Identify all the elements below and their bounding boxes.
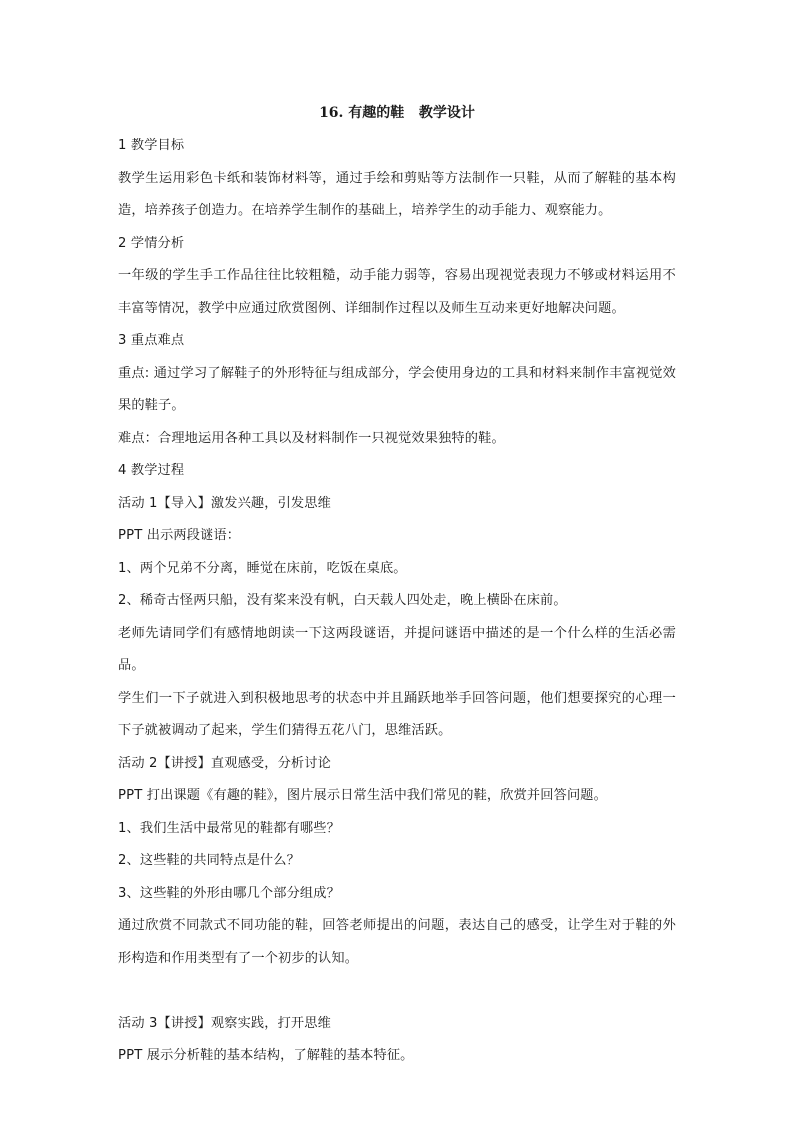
- list-item-riddle-2: 2、稀奇古怪两只船，没有桨来没有帆，白天载人四处走，晚上横卧在床前。: [118, 593, 567, 608]
- list-item-question-1: 1、我们生活中最常见的鞋都有哪些？: [118, 820, 340, 836]
- paragraph-student-response: 学生们一下子就进入到积极地思考的状态中并且踊跃地举手回答问题，他们想要探究的心理一下子就被调动了起来，学生们猜得五花八门，思维活跃。: [118, 690, 676, 738]
- paragraph-difficulty: 难点：合理地运用各种工具以及材料制作一只视觉效果独特的鞋。: [118, 430, 505, 446]
- activity-heading-3: 活动 3【讲授】观察实践，打开思维: [118, 1015, 331, 1031]
- document-body: [118, 130, 676, 1073]
- paragraph-ppt-structure: PPT 展示分析鞋的基本结构，了解鞋的基本特征。: [118, 1048, 414, 1063]
- paragraph-teacher-reading: 老师先请同学们有感情地朗读一下这两段谜语，并提问谜语中描述的是一个什么样的生活必需品。: [118, 625, 676, 673]
- paragraph-objectives: 教学生运用彩色卡纸和装饰材料等，通过手绘和剪贴等方法制作一只鞋，从而了解鞋的基本构造，培养孩子创造力。在培养学生制作的基础上，培养学生的动手能力、观察能力。: [118, 170, 676, 218]
- section-heading-key-points: 3 重点难点: [118, 333, 185, 348]
- list-item-question-3: 3、这些鞋的外形由哪几个部分组成？: [118, 885, 340, 901]
- list-item-riddle-1: 1、两个兄弟不分离，睡觉在床前，吃饭在桌底。: [118, 560, 407, 576]
- section-heading-objectives: 1 教学目标: [118, 138, 185, 153]
- paragraph-ppt-title: PPT 打出课题《有趣的鞋》，图片展示日常生活中我们常见的鞋，欣赏并回答问题。: [118, 788, 607, 803]
- document-title: 16. 有趣的鞋 教学设计: [319, 105, 475, 121]
- paragraph-appreciation: 通过欣赏不同款式不同功能的鞋，回答老师提出的问题，表达自己的感受，让学生对于鞋的外形构造和作用类型有了一个初步的认知。: [118, 918, 676, 966]
- blank-line: [118, 975, 676, 1008]
- activity-heading-1: 活动 1【导入】激发兴趣，引发思维: [118, 495, 331, 511]
- list-item-question-2: 2、这些鞋的共同特点是什么？: [118, 853, 300, 868]
- paragraph-analysis: 一年级的学生手工作品往往比较粗糙，动手能力弱等，容易出现视觉表现力不够或材料运用不丰富等情况，教学中应通过欣赏图例、详细制作过程以及师生互动来更好地解决问题。: [118, 268, 676, 316]
- section-heading-process: 4 教学过程: [118, 463, 185, 478]
- paragraph-key-point: 重点: 通过学习了解鞋子的外形特征与组成部分，学会使用身边的工具和材料来制作丰富视觉效果的鞋子。: [118, 365, 676, 413]
- section-heading-analysis: 2 学情分析: [118, 235, 185, 251]
- paragraph-riddles-intro: PPT 出示两段谜语：: [118, 528, 241, 543]
- activity-heading-2: 活动 2【讲授】直观感受，分析讨论: [118, 755, 331, 771]
